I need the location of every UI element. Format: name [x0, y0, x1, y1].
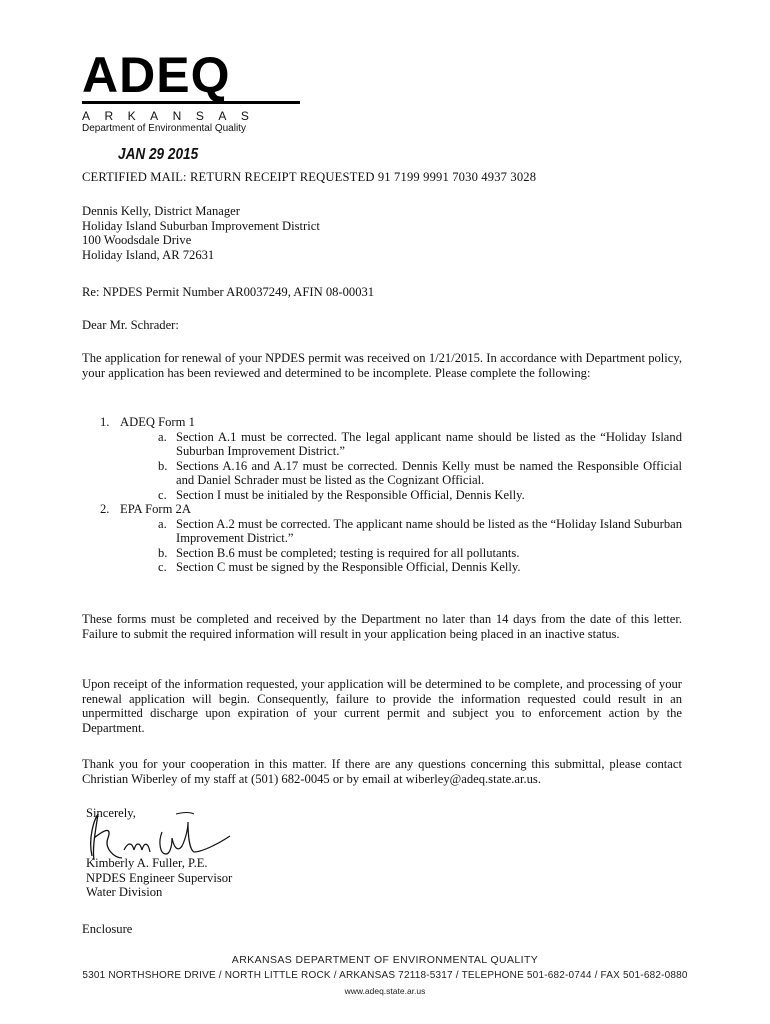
- sub-item-text: Section A.1 must be corrected. The legal applicant name should be listed as the “Holiday Island Suburban Improvement District.”: [176, 429, 682, 458]
- sub-item-text: Section A.2 must be corrected. The applicant name should be listed as the “Holiday Island Suburban Improvement District.”: [176, 516, 682, 545]
- footer-address: 5301 NORTHSHORE DRIVE / NORTH LITTLE ROCK / ARKANSAS 72118-5317 / TELEPHONE 501-682-0744 / FAX 501-682-0880: [82, 970, 688, 981]
- address-line: Holiday Island, AR 72631: [82, 247, 215, 262]
- sub-item-text: Section B.6 must be completed; testing is required for all pollutants.: [176, 545, 520, 560]
- sub-item: [82, 488, 682, 503]
- deadline-paragraph: These forms must be completed and received by the Department no later than 14 days from the date of this letter. Failure to submit the required information will result in your application being placed in an inactive status.: [82, 612, 682, 641]
- address-line: 100 Woodsdale Drive: [82, 233, 192, 247]
- enclosure-note: Enclosure: [82, 922, 133, 936]
- sub-item-text: Sections A.16 and A.17 must be corrected. Dennis Kelly must be named the Responsible Official and Daniel Schrader must be listed as the Cognizant Official.: [176, 458, 682, 487]
- sub-item: [82, 546, 682, 561]
- footer-website: www.adeq.state.ar.us: [344, 986, 426, 996]
- sub-item: [82, 430, 682, 459]
- signature-block: [86, 856, 232, 900]
- sub-item-letter: b.: [158, 458, 168, 473]
- sub-item-text: Section C must be signed by the Responsible Official, Dennis Kelly.: [176, 560, 521, 574]
- item-title: EPA Form 2A: [120, 502, 191, 516]
- certified-mail-line: CERTIFIED MAIL: RETURN RECEIPT REQUESTED 91 7199 9991 7030 4937 3028: [82, 170, 537, 184]
- signer-title: NPDES Engineer Supervisor: [86, 870, 233, 885]
- sub-item-text: Section I must be initialed by the Responsible Official, Dennis Kelly.: [176, 487, 525, 502]
- list-item: [82, 415, 682, 430]
- requirements-list: [82, 415, 682, 575]
- sub-item: [82, 560, 682, 575]
- footer-department: ARKANSAS DEPARTMENT OF ENVIRONMENTAL QUALITY: [231, 954, 539, 966]
- signer-name: Kimberly A. Fuller, P.E.: [86, 856, 208, 870]
- adeq-logo: [82, 47, 312, 134]
- address-line: Dennis Kelly, District Manager: [82, 204, 240, 218]
- address-line: Holiday Island Suburban Improvement District: [82, 218, 320, 233]
- sub-item-letter: a.: [158, 516, 167, 531]
- list-item: [82, 502, 682, 517]
- closing: Sincerely,: [86, 806, 136, 820]
- logo-department-name: Department of Environmental Quality: [82, 123, 246, 134]
- salutation: Dear Mr. Schrader:: [82, 318, 179, 332]
- sub-item: [82, 517, 682, 546]
- sub-item-letter: a.: [158, 429, 167, 444]
- sub-item-letter: c.: [158, 487, 167, 502]
- contact-paragraph: Thank you for your cooperation in this matter. If there are any questions concerning this submittal, please contact Christian Wiberley of my staff at (501) 682-0045 or by email at wiberley@adeq.state.ar.us.: [82, 757, 682, 786]
- sub-item-letter: c.: [158, 560, 167, 574]
- sub-item: [82, 459, 682, 488]
- date-stamp: JAN 29 2015: [118, 146, 199, 163]
- subject-line: Re: NPDES Permit Number AR0037249, AFIN 08-00031: [82, 285, 375, 299]
- item-number: 2.: [100, 502, 110, 516]
- item-number: 1.: [100, 415, 110, 429]
- recipient-address: [82, 204, 320, 262]
- item-title: ADEQ Form 1: [120, 415, 195, 429]
- signer-division: Water Division: [86, 885, 163, 899]
- logo-state-name: ARKANSAS: [82, 109, 264, 123]
- consequence-paragraph: Upon receipt of the information requested, your application will be determined to be complete, and processing of your renewal application will begin. Consequently, failure to provide the information requested could result in an unpermitted discharge upon expiration of your current permit and subject you to enforcement action by the Department.: [82, 677, 682, 735]
- intro-paragraph: The application for renewal of your NPDES permit was received on 1/21/2015. In accordance with Department policy, your application has been reviewed and determined to be incomplete. Please complete the following:: [82, 351, 682, 380]
- sub-item-letter: b.: [158, 545, 168, 560]
- logo-wordmark: ADEQ: [82, 50, 300, 104]
